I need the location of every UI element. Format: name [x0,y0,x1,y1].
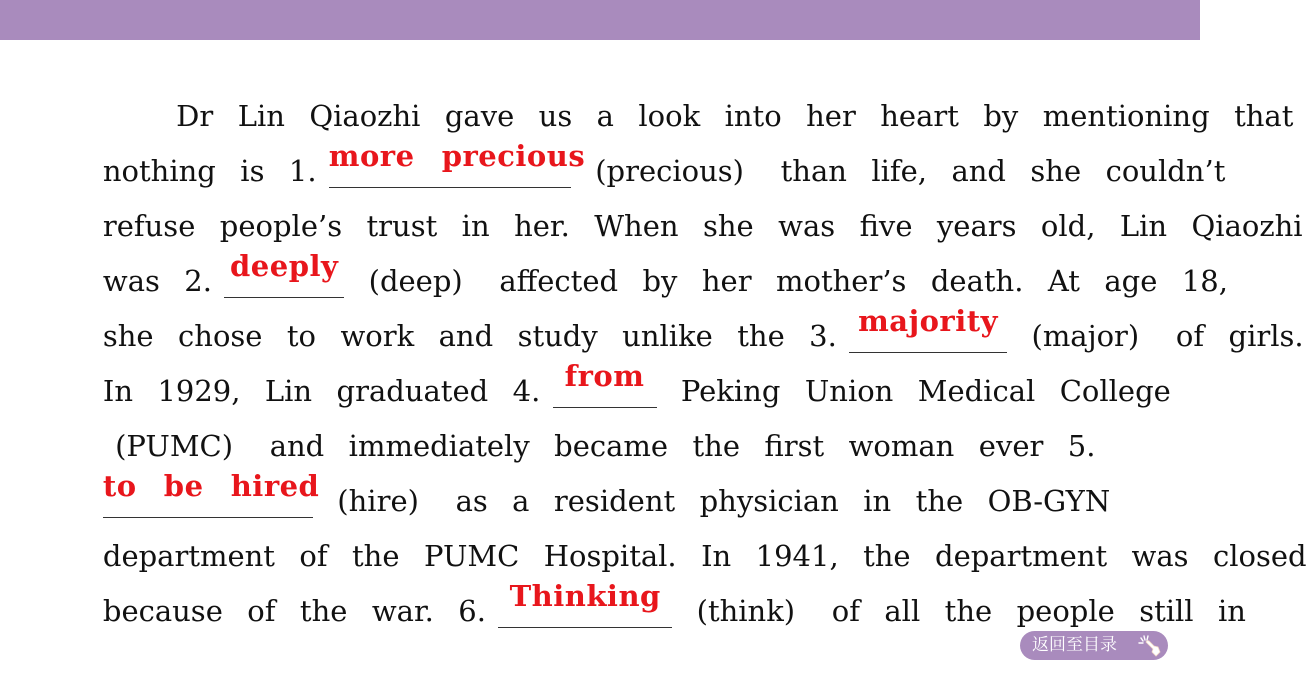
line-text: department of the PUMC Hospital. In 1941, the department was closed [102,539,1307,573]
answer-1: more precious [328,139,586,173]
line-text: because of the war. 6. [102,594,499,628]
passage-line-4 [54,221,1228,298]
line-text: was 2. [102,264,225,298]
pointing-hand-icon [1138,634,1162,658]
line-text: (think) of all the people still in [672,594,1246,628]
line-text: nothing is 1. [102,154,329,188]
line-text: (hire) as a resident physician in the OB-GYN [312,484,1111,518]
answer-blank-6 [498,579,672,628]
answer-3: majority [858,304,998,338]
passage-line-2 [54,111,1226,188]
answer-4: from [564,359,645,393]
answer-5: to be hired [102,469,320,503]
line-text: refuse people’s trust in her. When she was five years old, Lin Qiaozhi [102,209,1303,243]
line-text: Peking Union Medical College [656,374,1171,408]
line-text: she chose to work and study unlike the 3. [102,319,850,353]
line-text: Dr Lin Qiaozhi gave us a look into her heart by mentioning that [102,99,1294,133]
back-to-contents-label: 返回至目录 [1032,635,1117,655]
passage-line-5 [54,276,1304,353]
answer-6: Thinking [509,579,661,613]
back-to-contents-button[interactable] [1020,631,1168,660]
line-text: (PUMC) and immediately became the first woman ever 5. [102,429,1096,463]
answer-2: deeply [230,249,339,283]
passage-line-9 [54,496,1307,573]
passage-line-1 [54,56,1294,133]
line-text: In 1929, Lin graduated 4. [102,374,553,408]
passage-line-7 [54,386,1096,463]
passage-line-10 [54,551,1246,628]
line-text: (precious) than life, and she couldn’t [570,154,1226,188]
passage-line-6 [54,331,1171,408]
line-text: (deep) affected by her mother’s death. At age 18, [344,264,1228,298]
passage-line-3 [54,166,1303,243]
line-text: (major) of girls. [1007,319,1304,353]
passage-line-8 [54,441,1111,518]
